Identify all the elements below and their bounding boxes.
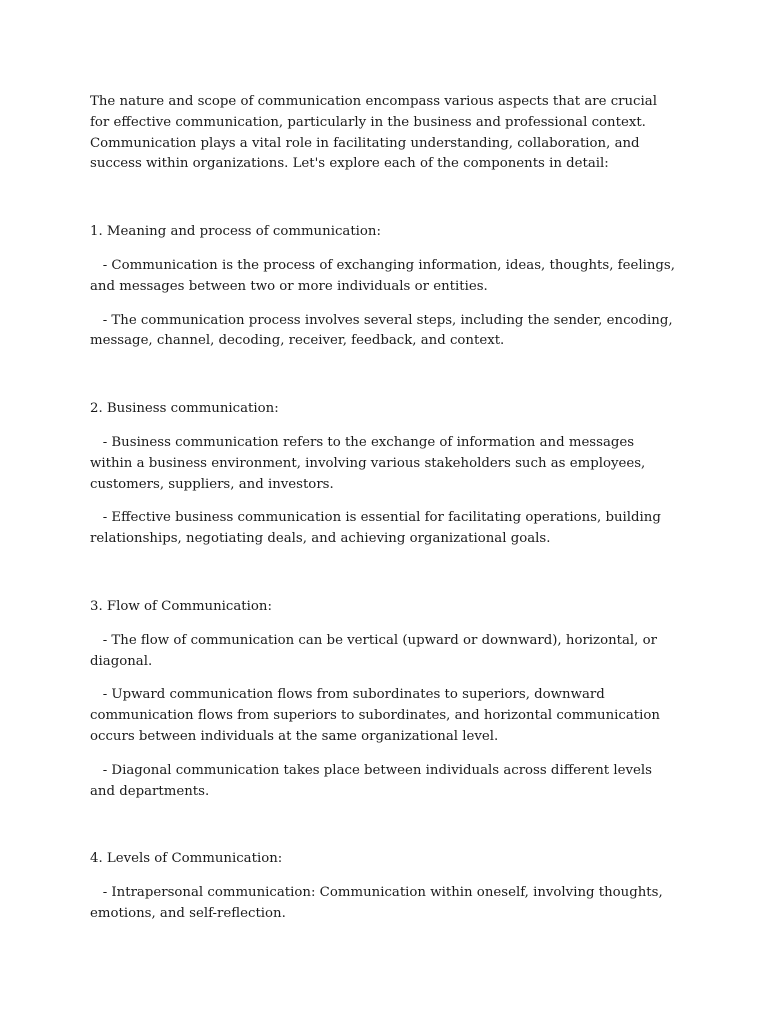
section-4: [90, 849, 680, 924]
section-3: [90, 597, 680, 802]
list-item: - Diagonal communication takes place between individuals across different levels and departments.: [90, 762, 657, 799]
list-item: - Upward communication flows from subordinates to superiors, downward communication flows from superiors to subordinates, and horizontal communication occurs between individuals at the same organizational level.: [90, 687, 665, 744]
list-item: - Business communication refers to the exchange of information and messages within a business environment, involving various stakeholders such as employees, customers, suppliers, and investors.: [90, 434, 650, 492]
section-heading: 3. Flow of Communication:: [90, 598, 272, 614]
section-1: [90, 222, 680, 352]
section-heading: 1. Meaning and process of communication:: [90, 224, 381, 240]
document-body: [90, 92, 680, 938]
list-item: - Communication is the process of exchanging information, ideas, thoughts, feelings, and messages between two or more individuals or entities.: [90, 257, 680, 294]
section-heading: 4. Levels of Communication:: [90, 851, 283, 867]
list-item: - Intrapersonal communication: Communication within oneself, involving thoughts, emotions, and self-reflection.: [90, 885, 667, 921]
section-2: [90, 399, 680, 550]
list-item: - Effective business communication is essential for facilitating operations, building relationships, negotiating deals, and achieving organizational goals.: [90, 510, 666, 547]
list-item: - The communication process involves several steps, including the sender, encoding, message, channel, decoding, receiver, feedback, and context.: [90, 312, 677, 349]
section-heading: 2. Business communication:: [90, 401, 279, 417]
list-item: - The flow of communication can be vertical (upward or downward), horizontal, or diagonal.: [90, 632, 662, 669]
intro-paragraph: The nature and scope of communication encompass various aspects that are crucial for effective communication, particularly in the business and professional context. Communication plays a vital role in facilitating understanding, collaboration, and success within organizations. Let's explore each of the components in detail:: [90, 94, 657, 172]
